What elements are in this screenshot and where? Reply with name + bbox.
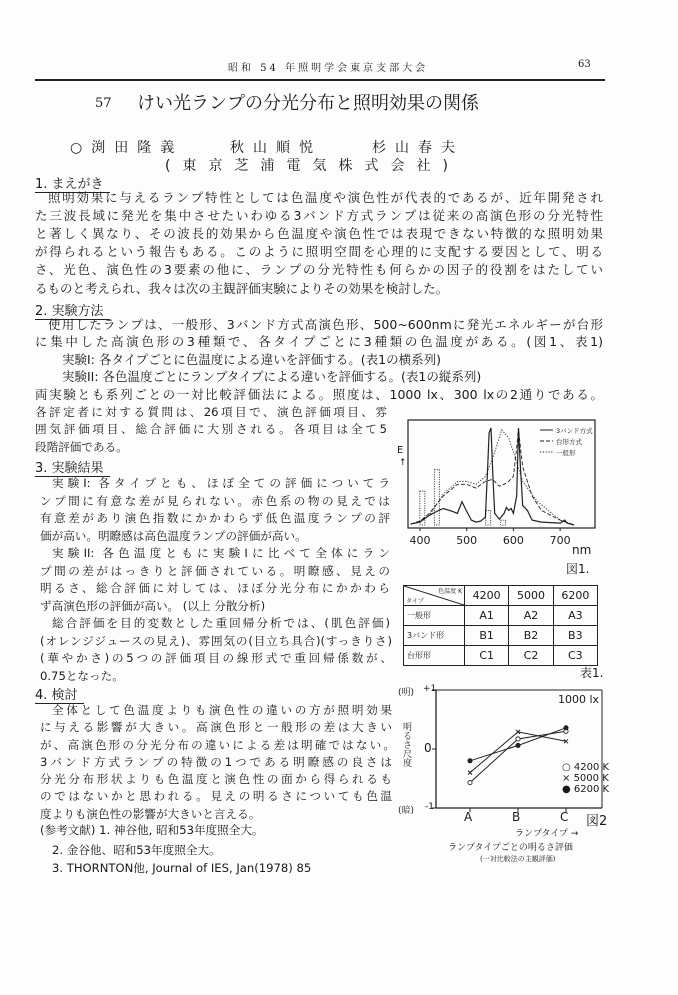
page-number: 63 xyxy=(578,59,591,70)
fig2-point-filled-circle xyxy=(516,743,520,747)
body-line: に集中した高演色形の3種類で、各タイプごとに3種類の色温度がある。(図1、表1) xyxy=(35,334,603,350)
fig2-point-cross xyxy=(516,730,520,734)
fig2-ylabel-bottom: (暗) xyxy=(398,806,415,816)
body-line: 度よりも演色性の影響が大きいと言える。 xyxy=(40,806,261,821)
fig1-line-spectrum xyxy=(501,520,506,525)
fig1-xtick-label: 700 xyxy=(549,534,571,547)
section-heading: 3. 実験結果 xyxy=(35,457,110,477)
fig2-point-filled-circle xyxy=(564,726,568,730)
table-cell: C3 xyxy=(553,646,597,666)
table-cell: A2 xyxy=(509,606,553,626)
body-line: 分光分布形状よりも色温度と演色性の面から得られるも xyxy=(40,772,392,786)
fig2-xtick: A xyxy=(464,810,473,824)
table-corner-cell xyxy=(404,586,465,606)
author-1: ○渕田隆義 xyxy=(70,140,184,156)
body-line: プ間の差がはっきりと評価されている。明瞭感、見えの xyxy=(40,563,390,578)
section-heading: 4. 検討 xyxy=(35,684,84,704)
fig2-xlabel: ランプタイプ → xyxy=(515,829,579,839)
body-line: 総合評価を目的変数とした重回帰分析では、(肌色評価) xyxy=(52,616,390,630)
body-line: 囲気評価項目、総合評価に大別される。各項目は全て5 xyxy=(35,422,387,437)
fig1-line-spectrum xyxy=(434,470,439,525)
header-rule xyxy=(35,79,605,81)
row-header: 3バンド形 xyxy=(404,626,465,646)
author-2: 秋山順悦 xyxy=(230,140,322,156)
body-line: 使用したランプは、一般形、3バンド方式高演色形、500~600nmに発光エネルギーが台形 xyxy=(48,317,603,332)
fig1-caption: 図1. xyxy=(566,562,590,576)
table-header-row xyxy=(404,586,598,606)
table-1-caption: 表1. xyxy=(580,666,604,680)
fig2-subtitle-note: (一対比較法の主観評価) xyxy=(480,855,556,863)
table-cell: C1 xyxy=(465,646,509,666)
fig2-point-open-circle xyxy=(468,781,472,785)
section-heading: 2. 実験方法 xyxy=(35,300,110,320)
fig1-xlabel: nm xyxy=(572,543,592,557)
arrow-up-icon: ↑ xyxy=(399,458,407,468)
body-line: るものと考えられ、我々は次の主観評価実験によりその効果を検討した。 xyxy=(35,280,449,296)
body-line: ンプ間に有意な差が見られない。赤色系の物の見えでは xyxy=(40,493,390,508)
body-line: 明るさ、総合評価に対しては、ほぼ分光分布にかかわら xyxy=(40,581,390,595)
fig2-legend xyxy=(562,762,609,795)
author-3: 杉山春夫 xyxy=(372,140,464,156)
fig1-series-line xyxy=(411,428,574,525)
body-line: のではないかと思われる。見えの明るさについても色温 xyxy=(40,789,392,804)
body-line: (華やかさ)の5つの評価項目の線形式で重回帰係数が、 xyxy=(40,651,392,665)
reference-item: 3. THORNTON他, Journal of IES, Jan(1978) 85 xyxy=(52,861,312,875)
corner-label-temperature: 色温度 K xyxy=(438,588,462,595)
fig2-series-line xyxy=(470,732,566,773)
reference-item: (参考文献) 1. 神谷他, 昭和53年度照全大。 xyxy=(40,823,264,837)
fig1-series-line xyxy=(411,428,574,525)
body-line: に与える影響が大きい。高演色形と一般形の差は大きい xyxy=(40,720,392,735)
column-header: 5000 xyxy=(509,586,553,606)
fig2-point-open-circle xyxy=(564,729,568,733)
table-row xyxy=(404,646,598,666)
body-line: 全体として色温度よりも演色性の違いの方が照明効果 xyxy=(52,703,392,717)
body-line: 段階評価である。 xyxy=(35,439,128,454)
body-line: 価が高い。明瞭感は高色温度ランプの評価が高い。 xyxy=(40,528,307,543)
body-line: ず高演色形の評価が高い。 (以上 分散分析) xyxy=(40,598,266,613)
body-line: と著しく異なり、その波長的効果から色温度や演色性では表現できない特徴的な照明効果 xyxy=(35,226,603,242)
filled-circle-icon: ● xyxy=(562,784,574,795)
fig2-series-line xyxy=(470,728,566,761)
body-line: 実験II: 各色温度ごとにランプタイプによる違いを評価する。(表1の縦系列) xyxy=(62,369,482,385)
table-row xyxy=(404,626,598,646)
body-line: 実験I: 各タイプごとに色温度による違いを評価する。(表1の横系列) xyxy=(62,351,441,367)
fig2-subtitle: ランプタイプごとの明るさ評価 xyxy=(448,843,573,853)
fig1-xtick-label: 500 xyxy=(456,534,478,547)
fig1-series-line xyxy=(411,430,574,525)
cross-icon: × xyxy=(562,773,574,784)
fig1-ylabel: E xyxy=(397,445,404,456)
column-header: 6200 xyxy=(553,586,597,606)
body-line: た三波長域に発光を集中させたいわゆる3バンド方式ランプは従来の高演色形の分光特性 xyxy=(35,208,603,224)
legend-item: 一般形 xyxy=(556,449,576,457)
fig1-legend xyxy=(556,426,593,459)
table-row xyxy=(404,606,598,626)
legend-item-5000: × 5000 K xyxy=(562,773,609,784)
table-cell: B1 xyxy=(465,626,509,646)
fig2-caption: 図2 xyxy=(586,814,608,829)
body-line: 照明効果に与えるランプ特性としては色温度や演色性が代表的であるが、近年開発され xyxy=(48,190,603,205)
conference-header: 昭和 54 年照明学会東京支部大会 xyxy=(228,63,429,74)
body-line: さ、光色、演色性の3要素の他に、ランプの分光特性も何らかの因子的役割をはたしてい xyxy=(35,262,603,278)
table-cell: C2 xyxy=(509,646,553,666)
fig2-ylabel-top: (明) xyxy=(398,688,415,698)
affiliation: (東京芝浦電気株式会社) xyxy=(165,158,460,174)
body-line: 各評定者に対する質問は、26項目で、演色評価項目、雰 xyxy=(35,405,387,419)
fig2-point-cross xyxy=(468,771,472,775)
table-cell: B2 xyxy=(509,626,553,646)
paper-title: けい光ランプの分光分布と照明効果の関係 xyxy=(137,93,479,114)
fig2-series-line xyxy=(470,731,566,782)
reference-item: 2. 金谷他、昭和53年度照全大。 xyxy=(52,843,221,857)
fig2-xtick: B xyxy=(512,810,521,824)
fig2-ylabel: 明るさ尺度 xyxy=(401,722,411,767)
body-line: が得られるという報告もある。このように照明空間を心理的に支配する要因として、明る xyxy=(35,244,603,260)
body-line: (オレンジジュースの見え)、雰囲気の(目立ち具合)(すっきりさ) xyxy=(40,633,392,648)
body-line: 3バンド方式ランプの特徴の1つである明瞭感の良さは xyxy=(40,754,392,769)
legend-item: 3バンド方式 xyxy=(556,427,593,435)
body-line: が、高演色形の分光分布の違いによる差は明確ではない。 xyxy=(40,737,395,752)
body-line: 実験I: 各タイプとも、ほぼ全ての評価についてラ xyxy=(52,476,390,490)
table-1 xyxy=(403,585,598,666)
fig2-xtick: C xyxy=(560,810,569,824)
fig1-xtick-label: 400 xyxy=(409,534,431,547)
section-heading: 1. まえがき xyxy=(35,173,110,193)
paper-number: 57 xyxy=(95,96,112,111)
row-header: 台形形 xyxy=(404,646,465,666)
body-line: 有意差があり演色指数にかかわらず低色温度ランプの評 xyxy=(40,511,390,525)
fig2-annotation: 1000 lx xyxy=(558,693,600,706)
fig2-point-filled-circle xyxy=(468,759,472,763)
fig2-ytick: 0 xyxy=(424,741,432,755)
body-line: 実験II: 各色温度ともに実験Iに比べて全体にラン xyxy=(52,546,390,560)
fig1-xtick-label: 600 xyxy=(502,534,524,547)
body-line: 両実験とも系列ごとの一対比較評価法による。照度は、1000 lx、300 lxの2通りである。 xyxy=(35,386,603,402)
fig1-line-spectrum xyxy=(420,491,425,525)
fig2-point-open-circle xyxy=(516,737,520,741)
legend-item-6200: ● 6200 K xyxy=(562,784,610,795)
fig2-ytick: -1 xyxy=(425,802,434,812)
fig1-line-spectrum xyxy=(486,510,491,525)
table-cell: B3 xyxy=(553,626,597,646)
corner-label-type: タイプ xyxy=(406,598,424,605)
table-cell: A3 xyxy=(553,606,597,626)
fig2-ytick: +1 xyxy=(423,684,437,694)
open-circle-icon: ○ xyxy=(562,762,574,773)
row-header: 一般形 xyxy=(404,606,465,626)
table-cell: A1 xyxy=(465,606,509,626)
legend-item: 台形方式 xyxy=(556,438,582,446)
column-header: 4200 xyxy=(465,586,509,606)
fig2-point-cross xyxy=(564,739,568,743)
legend-item-4200: ○ 4200 K xyxy=(562,762,610,773)
body-line: 0.75となった。 xyxy=(40,668,124,683)
